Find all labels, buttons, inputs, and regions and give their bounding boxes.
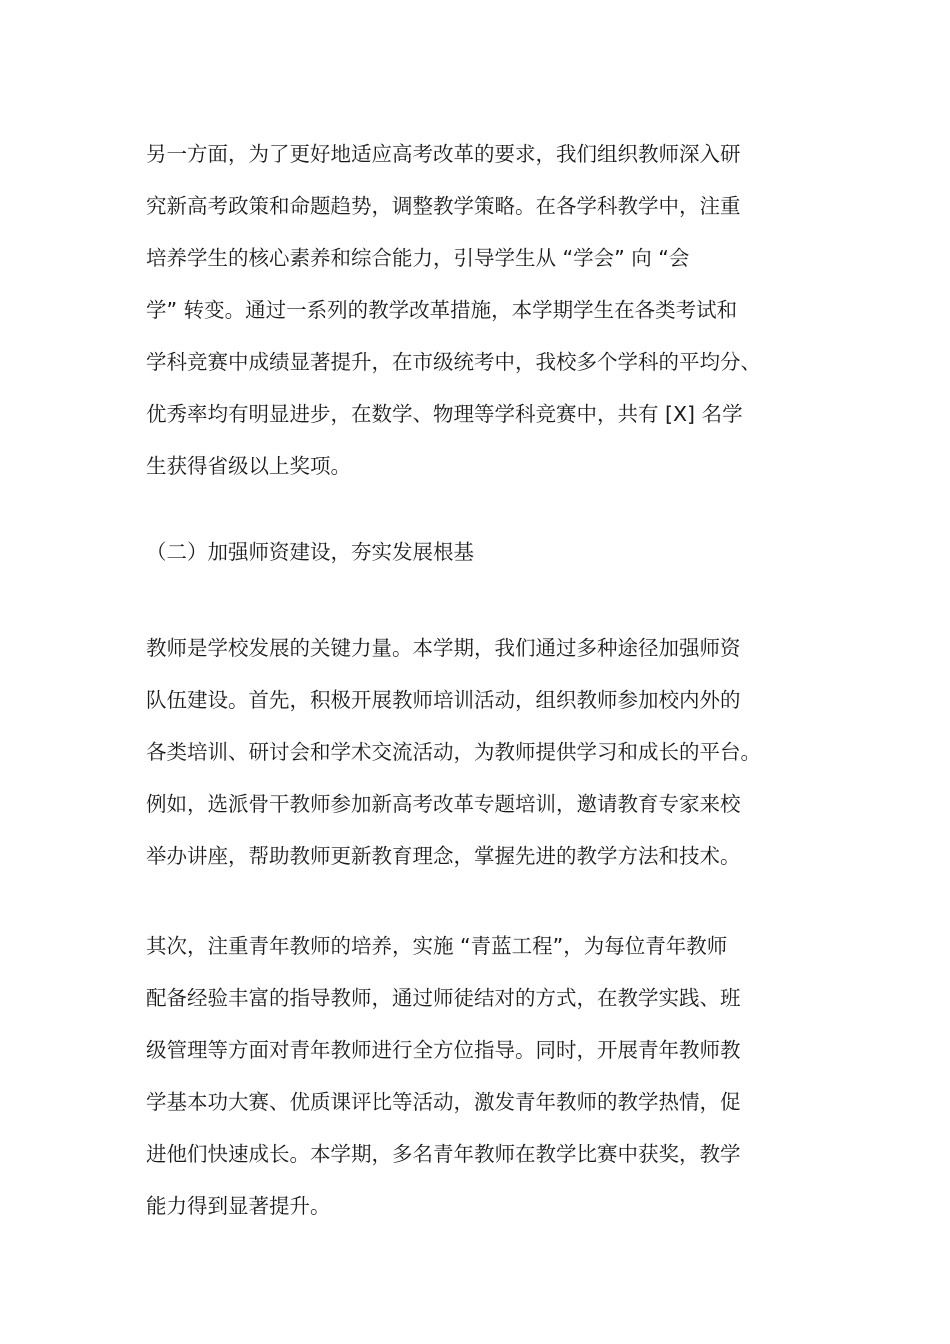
paragraph-line: 配备经验丰富的指导教师，通过师徒结对的方式，在教学实践、班 [146,986,741,1010]
paragraph-line: 培养学生的核心素养和综合能力，引导学生从 “学会” 向 “会 [146,246,690,270]
paragraph-line: 教师是学校发展的关键力量。本学期，我们通过多种途径加强师资 [146,636,741,660]
paragraph-line: 另一方面，为了更好地适应高考改革的要求，我们组织教师深入研 [146,142,741,166]
paragraph-line: 学科竞赛中成绩显著提升，在市级统考中，我校多个学科的平均分、 [146,350,761,374]
paragraph-line: 究新高考政策和命题趋势，调整教学策略。在各学科教学中，注重 [146,194,741,218]
paragraph-reform [146,128,866,492]
paragraph-young-teachers [146,920,866,1232]
paragraph-line: 生获得省级以上奖项。 [146,454,351,478]
paragraph-line: 能力得到显著提升。 [146,1194,331,1218]
paragraph-line: 优秀率均有明显进步，在数学、物理等学科竞赛中，共有 [X] 名学 [146,402,743,426]
paragraph-line: 各类培训、研讨会和学术交流活动，为教师提供学习和成长的平台。 [146,740,761,764]
paragraph-line: 队伍建设。首先，积极开展教师培训活动，组织教师参加校内外的 [146,688,741,712]
paragraph-line: 学基本功大赛、优质课评比等活动，激发青年教师的教学热情，促 [146,1090,741,1114]
paragraph-teacher-training [146,622,866,882]
paragraph-line: 举办讲座，帮助教师更新教育理念，掌握先进的教学方法和技术。 [146,844,741,868]
section-heading: （二）加强师资建设，夯实发展根基 [146,540,474,564]
paragraph-line: 学” 转变。通过一系列的教学改革措施，本学期学生在各类考试和 [146,298,738,322]
paragraph-line: 进他们快速成长。本学期，多名青年教师在教学比赛中获奖，教学 [146,1142,741,1166]
paragraph-line: 其次，注重青年教师的培养，实施 “青蓝工程”，为每位青年教师 [146,934,728,958]
paragraph-line: 例如，选派骨干教师参加新高考改革专题培训，邀请教育专家来校 [146,792,741,816]
paragraph-line: 级管理等方面对青年教师进行全方位指导。同时，开展青年教师教 [146,1038,741,1062]
